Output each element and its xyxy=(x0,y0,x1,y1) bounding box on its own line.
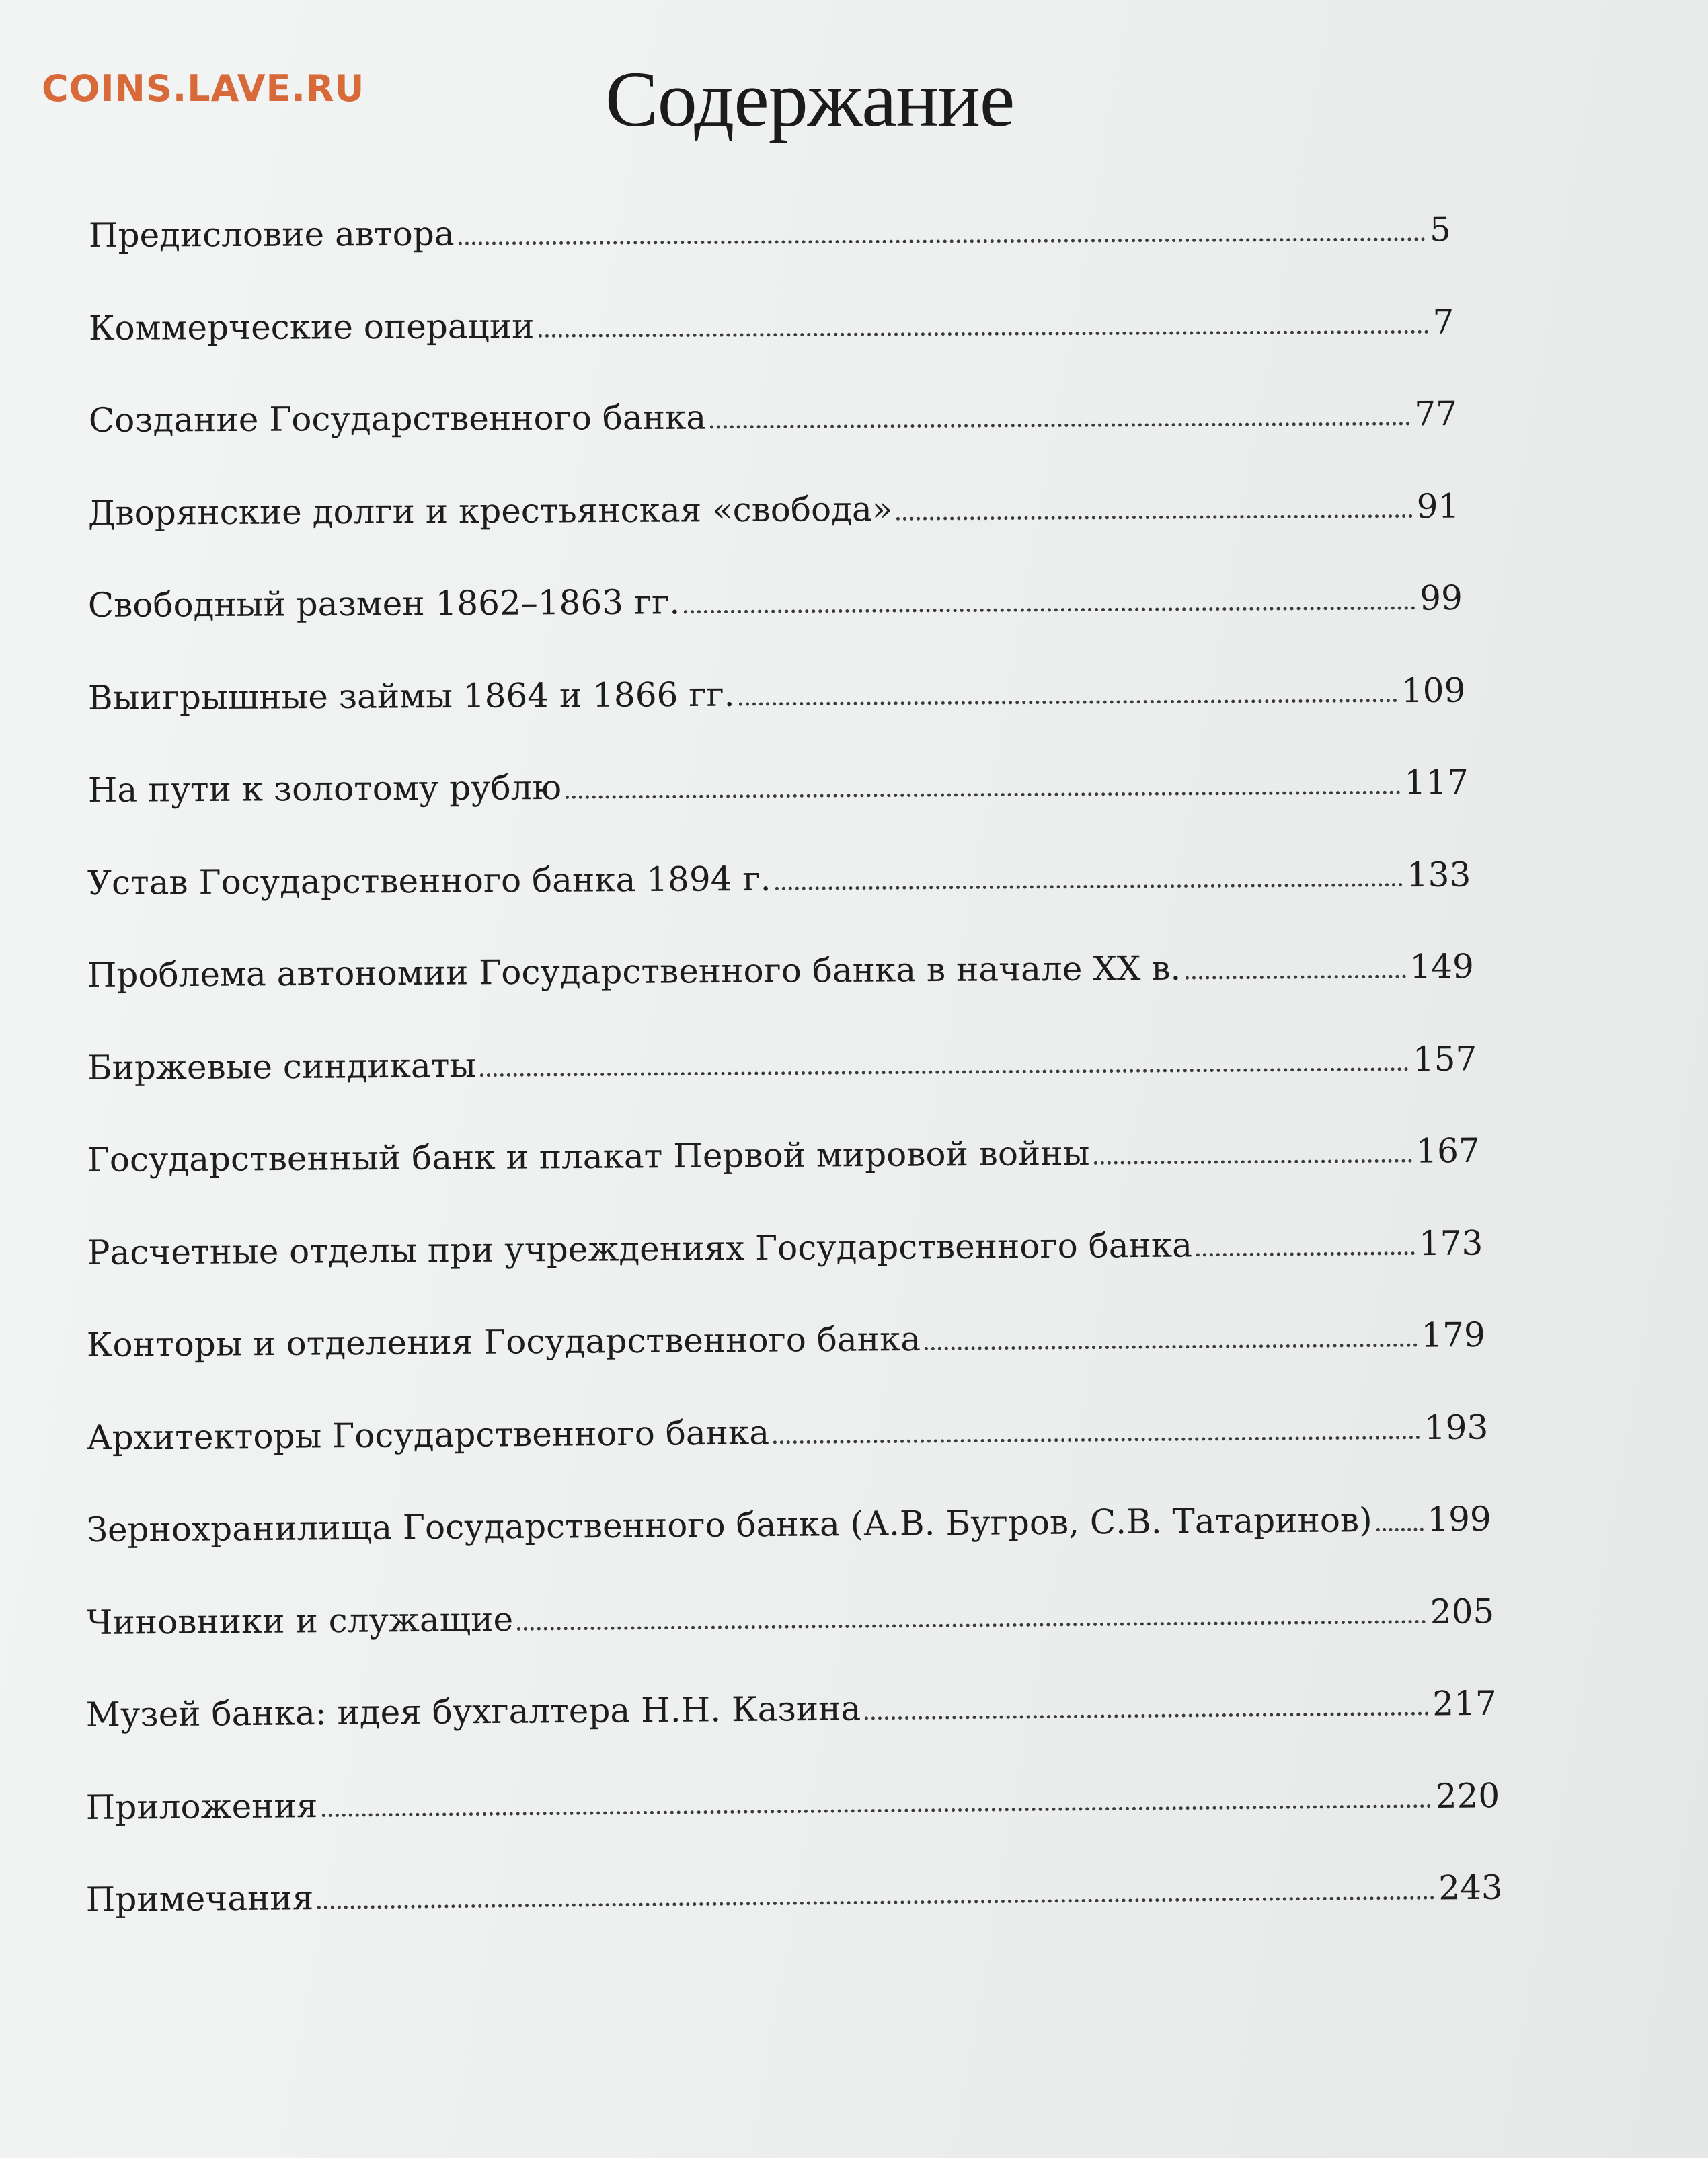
toc-dot-leader xyxy=(1186,975,1406,980)
toc-entry[interactable] xyxy=(85,1857,1503,1917)
toc-entry[interactable] xyxy=(87,660,1466,718)
toc-entry[interactable] xyxy=(85,1765,1500,1827)
toc-entry[interactable] xyxy=(88,291,1454,348)
toc-dot-leader xyxy=(739,699,1397,705)
toc-entry-title: Приложения xyxy=(85,1785,318,1827)
toc-entry-title: На пути к золотому рублю xyxy=(87,767,561,810)
toc-entry-title: Примечания xyxy=(85,1878,314,1919)
toc-dot-leader xyxy=(865,1712,1429,1720)
toc-dot-leader xyxy=(897,514,1413,520)
toc-entry-title: Свободный размен 1862–1863 гг. xyxy=(87,582,681,625)
toc-entry-title: Проблема автономии Государственного банка в начале XX в. xyxy=(87,948,1181,995)
toc-dot-leader xyxy=(1376,1528,1424,1532)
toc-entry[interactable] xyxy=(87,1397,1489,1455)
toc-entry[interactable] xyxy=(88,383,1457,440)
toc-entry[interactable] xyxy=(87,1212,1483,1270)
toc-entry-page: 179 xyxy=(1421,1315,1486,1355)
toc-entry[interactable] xyxy=(86,1581,1494,1640)
toc-entry-page: 91 xyxy=(1416,486,1460,526)
toc-entry[interactable] xyxy=(88,475,1460,533)
page-title: Содержание xyxy=(605,55,1015,143)
toc-entry-page: 167 xyxy=(1415,1130,1480,1171)
toc-dot-leader xyxy=(710,422,1410,428)
toc-entry-page: 117 xyxy=(1403,763,1469,802)
toc-entry[interactable] xyxy=(87,1120,1480,1180)
toc-dot-leader xyxy=(480,1067,1409,1077)
toc-entry-page: 193 xyxy=(1424,1407,1489,1447)
toc-dot-leader xyxy=(566,791,1400,799)
toc-entry-title: Государственный банк и плакат Первой мировой войны xyxy=(87,1133,1090,1180)
toc-entry-page: 99 xyxy=(1420,578,1463,618)
toc-entry-page: 199 xyxy=(1426,1499,1491,1539)
toc-dot-leader xyxy=(775,883,1403,890)
toc-entry-title: Архитекторы Государственного банка xyxy=(86,1412,770,1457)
toc-entry-page: 157 xyxy=(1412,1038,1477,1079)
toc-entry[interactable] xyxy=(87,844,1471,902)
watermark: COINS.LAVE.RU xyxy=(42,67,365,110)
toc-entry-page: 220 xyxy=(1435,1775,1500,1816)
toc-dot-leader xyxy=(773,1436,1420,1444)
toc-entry-title: Выигрышные займы 1864 и 1866 гг. xyxy=(87,675,735,718)
toc-dot-leader xyxy=(517,1620,1426,1631)
toc-dot-leader xyxy=(317,1896,1434,1909)
toc-dot-leader xyxy=(459,237,1426,245)
toc-dot-leader xyxy=(925,1344,1417,1350)
toc-entry[interactable] xyxy=(87,1305,1485,1362)
toc-entry[interactable] xyxy=(87,1028,1477,1085)
toc-entry-page: 7 xyxy=(1432,302,1454,342)
toc-entry-page: 173 xyxy=(1418,1223,1483,1263)
toc-dot-leader xyxy=(684,606,1415,613)
toc-dot-leader xyxy=(1196,1251,1415,1256)
toc-entry-title: Создание Государственного банка xyxy=(88,397,706,440)
toc-entry-page: 149 xyxy=(1409,947,1475,987)
toc-dot-leader xyxy=(538,330,1428,337)
toc-entry-title: Зернохранилища Государственного банка (А.В. Бугров, С.В. Татаринов) xyxy=(86,1500,1372,1549)
toc-entry-title: Чиновники и служащие xyxy=(86,1599,513,1642)
toc-entry-title: Биржевые синдикаты xyxy=(87,1045,477,1087)
toc-entry-page: 5 xyxy=(1429,210,1451,249)
toc-entry-page: 133 xyxy=(1407,855,1471,894)
toc-entry[interactable] xyxy=(87,936,1475,995)
toc-entry-title: Дворянские долги и крестьянская «свобода» xyxy=(88,489,893,533)
toc-entry[interactable] xyxy=(86,1673,1498,1732)
toc-dot-leader xyxy=(1093,1159,1411,1165)
toc-entry-title: Коммерческие операции xyxy=(88,306,535,348)
toc-entry-title: Музей банка: идея бухгалтера Н.Н. Казина xyxy=(85,1689,861,1734)
toc-entry[interactable] xyxy=(87,568,1463,625)
toc-entry-page: 217 xyxy=(1432,1683,1498,1724)
toc-entry-title: Предисловие автора xyxy=(88,214,455,255)
toc-entry-title: Расчетные отделы при учреждениях Государственного банка xyxy=(87,1225,1192,1272)
toc-entry-page: 109 xyxy=(1401,670,1466,710)
toc-entry[interactable] xyxy=(87,752,1469,810)
toc-entry-title: Конторы и отделения Государственного банка xyxy=(86,1319,921,1364)
toc-dot-leader xyxy=(322,1804,1432,1817)
toc-entry-page: 205 xyxy=(1430,1591,1495,1631)
toc-entry-title: Устав Государственного банка 1894 г. xyxy=(87,859,772,902)
toc-entry[interactable] xyxy=(86,1489,1491,1547)
toc-entry-page: 77 xyxy=(1413,394,1457,434)
toc-entry-page: 243 xyxy=(1438,1867,1503,1908)
toc-entry[interactable] xyxy=(88,199,1451,255)
